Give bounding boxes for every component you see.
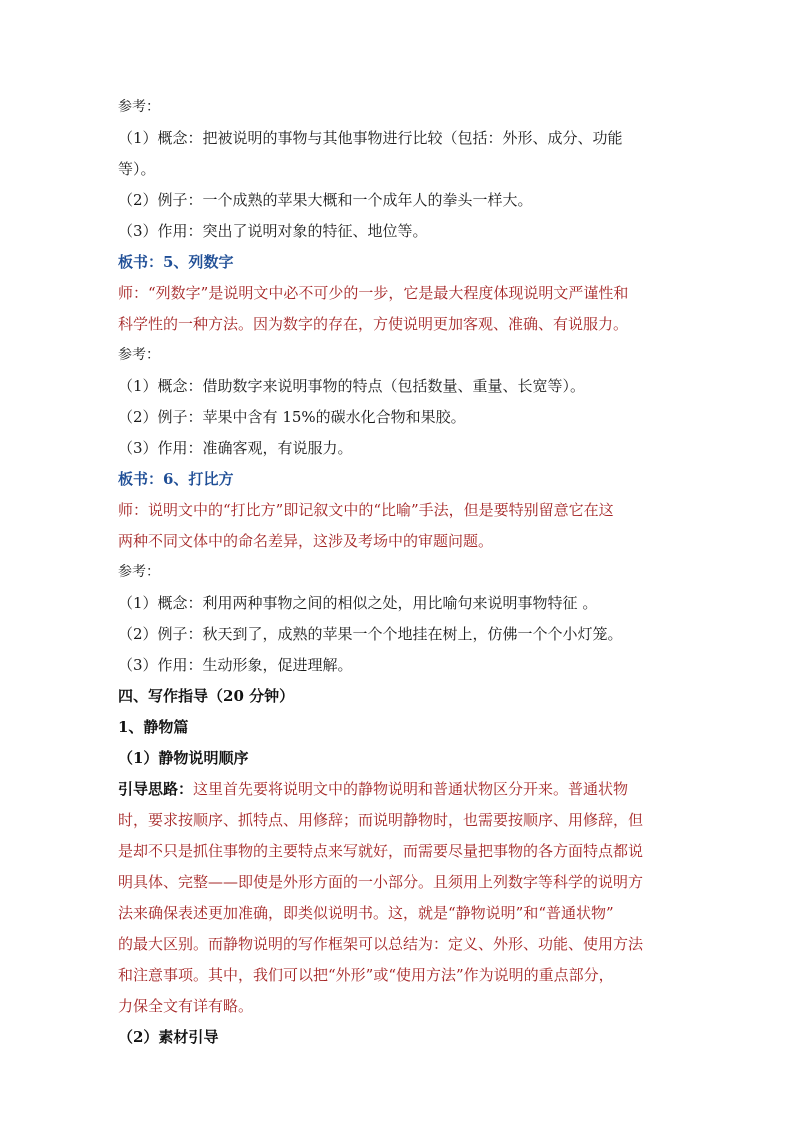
guide-paragraph-line-5: 法来确保表述更加准确，即类似说明书。这，就是“静物说明”和“普通状物” <box>118 904 614 922</box>
example-line: （2）例子：秋天到了，成熟的苹果一个个地挂在树上，仿佛一个个小灯笼。 <box>118 625 623 643</box>
guide-paragraph-line-7: 和注意事项。其中，我们可以把“外形”或“使用方法”作为说明的重点部分， <box>118 966 614 984</box>
guide-text: 这里首先要将说明文中的静物说明和普通状物区分开来。普通状物 <box>193 780 629 798</box>
guide-paragraph-line-8: 力保全文有详有略。 <box>118 997 254 1015</box>
guide-paragraph-line-4: 明具体、完整——即使是外形方面的一小部分。且须用上列数字等科学的说明方 <box>118 873 644 891</box>
board-heading-list-numbers: 板书：5、列数字 <box>118 253 234 271</box>
teacher-remark-line: 两种不同文体中的命名差异，这涉及考场中的审题问题。 <box>118 532 494 550</box>
teacher-remark-line: 师：“列数字”是说明文中必不可少的一步，它是最大程度体现说明文严谨性和 <box>118 284 629 302</box>
subsection-heading-material: （2）素材引导 <box>118 1028 219 1046</box>
example-line: （2）例子：一个成熟的苹果大概和一个成年人的拳头一样大。 <box>118 191 533 209</box>
teacher-remark-line: 师：说明文中的“打比方”即记叙文中的“比喻”手法，但是要特别留意它在这 <box>118 501 614 519</box>
effect-line: （3）作用：生动形象，促进理解。 <box>118 656 353 674</box>
guide-paragraph-line-6: 的最大区别。而静物说明的写作框架可以总结为：定义、外形、功能、使用方法 <box>118 935 644 953</box>
teacher-remark-line: 科学性的一种方法。因为数字的存在，方使说明更加客观、准确、有说服力。 <box>118 315 629 333</box>
guide-label: 引导思路： <box>118 780 194 798</box>
concept-line: （1）概念：借助数字来说明事物的特点（包括数量、重量、长宽等）。 <box>118 377 586 395</box>
guide-paragraph-line-2: 时，要求按顺序、抓特点、用修辞；而说明静物时，也需要按顺序、用修辞，但 <box>118 811 644 829</box>
board-heading-metaphor: 板书：6、打比方 <box>118 470 234 488</box>
concept-line: （1）概念：利用两种事物之间的相似之处，用比喻句来说明事物特征 。 <box>118 594 598 612</box>
subsection-heading-order: （1）静物说明顺序 <box>118 749 249 767</box>
effect-line: （3）作用：突出了说明对象的特征、地位等。 <box>118 222 428 240</box>
subsection-heading-still-life: 1、静物篇 <box>118 718 189 736</box>
example-line: （2）例子：苹果中含有 15%的碳水化合物和果胶。 <box>118 408 466 426</box>
reference-label: 参考： <box>118 347 160 363</box>
reference-label: 参考： <box>118 99 160 115</box>
concept-line: （1）概念：把被说明的事物与其他事物进行比较（包括：外形、成分、功能 <box>118 129 623 147</box>
document-body <box>118 92 684 1053</box>
guide-paragraph-line-3: 是却不只是抓住事物的主要特点来写就好，而需要尽量把事物的各方面特点都说 <box>118 842 644 860</box>
reference-label: 参考： <box>118 564 160 580</box>
section-heading-writing-guide: 四、写作指导（20 分钟） <box>118 687 295 705</box>
guide-paragraph-line-1 <box>118 774 684 805</box>
concept-line-continued: 等）。 <box>118 160 156 178</box>
effect-line: （3）作用：准确客观，有说服力。 <box>118 439 353 457</box>
